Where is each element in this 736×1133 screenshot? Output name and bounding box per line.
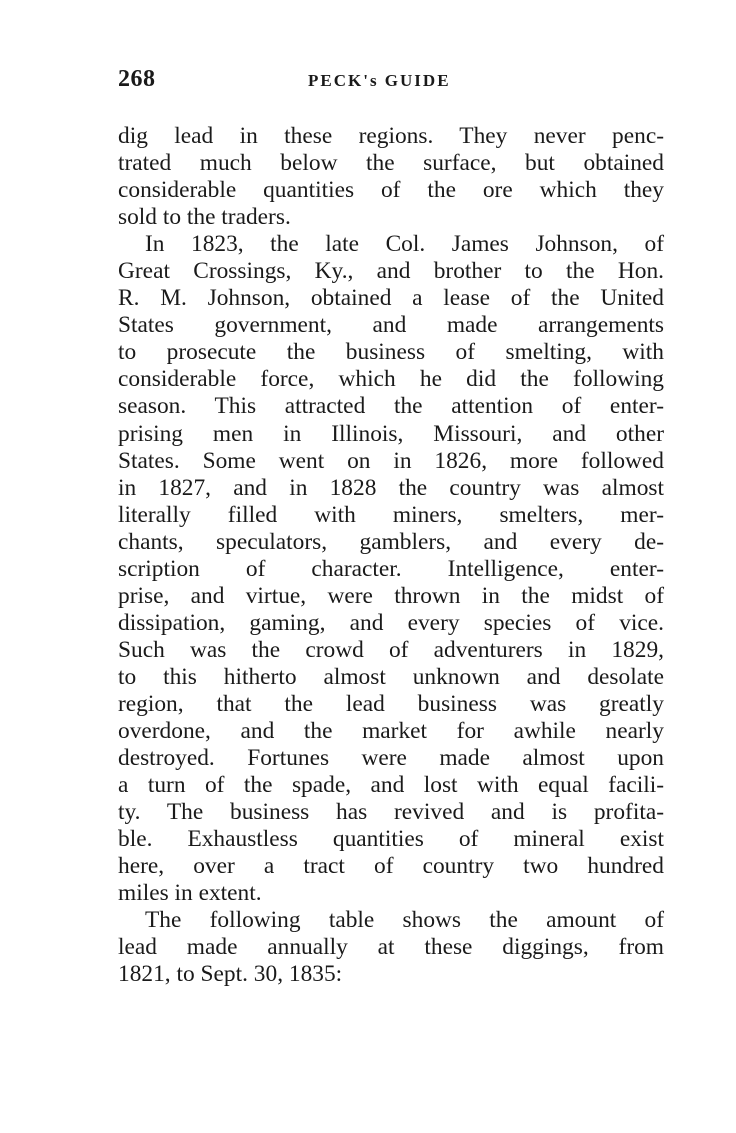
text-line: in 1827, and in 1828 the country was almost bbox=[118, 474, 664, 501]
text-line: region, that the lead business was greatly bbox=[118, 690, 664, 717]
text-line: ble. Exhaustless quantities of mineral exist bbox=[118, 826, 664, 853]
text-line: here, over a tract of country two hundred bbox=[118, 853, 664, 880]
text-line: The following table shows the amount of bbox=[145, 907, 664, 934]
running-head bbox=[118, 66, 664, 96]
text-line: a turn of the spade, and lost with equal facili- bbox=[118, 772, 664, 799]
text-line: Great Crossings, Ky., and brother to the Hon. bbox=[118, 258, 664, 285]
text-line: sold to the traders. bbox=[118, 204, 291, 231]
text-line: R. M. Johnson, obtained a lease of the United bbox=[118, 285, 664, 312]
text-line: chants, speculators, gamblers, and every de- bbox=[118, 528, 664, 555]
text-line: 1821, to Sept. 30, 1835: bbox=[118, 961, 343, 988]
text-line: prise, and virtue, were thrown in the midst of bbox=[118, 582, 664, 609]
text-line: States. Some went on in 1826, more followed bbox=[118, 447, 664, 474]
paragraph-3 bbox=[118, 907, 664, 988]
paragraph-1 bbox=[118, 123, 664, 231]
text-line: overdone, and the market for awhile nearly bbox=[118, 718, 664, 745]
page-number: 268 bbox=[118, 66, 156, 92]
text-line: considerable force, which he did the following bbox=[118, 366, 664, 393]
text-line: to prosecute the business of smelting, with bbox=[118, 339, 664, 366]
text-line: trated much below the surface, but obtained bbox=[118, 150, 664, 177]
running-title: PECK's GUIDE bbox=[308, 71, 451, 90]
text-line: scription of character. Intelligence, enter- bbox=[118, 555, 664, 582]
text-line: dissipation, gaming, and every species of vice. bbox=[118, 609, 664, 636]
text-line: to this hitherto almost unknown and desolate bbox=[118, 663, 664, 690]
text-line: In 1823, the late Col. James Johnson, of bbox=[145, 231, 664, 258]
text-line: destroyed. Fortunes were made almost upon bbox=[118, 745, 664, 772]
text-line: lead made annually at these diggings, from bbox=[118, 934, 664, 961]
text-line: miles in extent. bbox=[118, 880, 262, 907]
text-line: dig lead in these regions. They never penc- bbox=[118, 123, 664, 149]
text-line: prising men in Illinois, Missouri, and other bbox=[118, 420, 664, 447]
body-text bbox=[118, 123, 664, 989]
text-line: Such was the crowd of adventurers in 1829, bbox=[118, 636, 664, 663]
text-line: ty. The business has revived and is profita- bbox=[118, 799, 664, 826]
text-line: States government, and made arrangements bbox=[118, 312, 664, 339]
text-line: season. This attracted the attention of enter- bbox=[118, 393, 664, 420]
text-line: considerable quantities of the ore which they bbox=[118, 177, 664, 204]
paragraph-2 bbox=[118, 231, 664, 907]
text-line: literally filled with miners, smelters, mer- bbox=[118, 501, 664, 528]
